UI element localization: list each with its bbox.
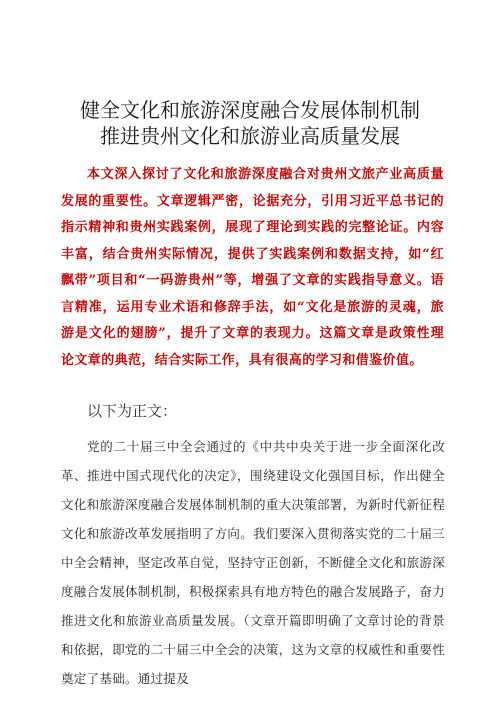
body-paragraph: 党的二十届三中全会通过的《中共中央关于进一步全面深化改革、推进中国式现代化的决定》，围绕建设文化强国目标，作出健全文化和旅游深度融合发展体制机制的重大决策部署，为新时代新征程文化和旅游改革发展指明了方向。我们要深入贯彻落实党的二十届三中全会精神，坚定改革自觉，坚持守正创新，不断健全文化和旅游深度融合发展体制机制，积极探索具有地方特色的融合发展路子，奋力推进文化和旅游业高质量发展。（文章开篇即明确了文章讨论的背景和依据，即党的二十届三中全会的决策，这为文章的权威性和重要性奠定了基础。通过提及 xyxy=(61,439,446,686)
document-title-line-1: 健全文化和旅游深度融合发展体制机制 xyxy=(80,98,420,122)
section-heading: 以下为正文： xyxy=(87,402,178,420)
document-title-line-2: 推进贵州文化和旅游业高质量发展 xyxy=(100,124,400,148)
summary-paragraph: 本文深入探讨了文化和旅游深度融合对贵州文旅产业高质量发展的重要性。文章逻辑严密，论据充分，引用习近平总书记的指示精神和贵州实践案例，展现了理论到实践的完整论证。内容丰富，结合贵州实际情况，提供了实践案例和数据支持，如“红飘带”项目和“一码游贵州”等，增强了文章的实践指导意义。语言精准，运用专业术语和修辞手法，如“文化是旅游的灵魂，旅游是文化的翅膀”，提升了文章的表现力。这篇文章是政策性理论文章的典范，结合实际工作，具有很高的学习和借鉴价值。 xyxy=(61,167,444,368)
